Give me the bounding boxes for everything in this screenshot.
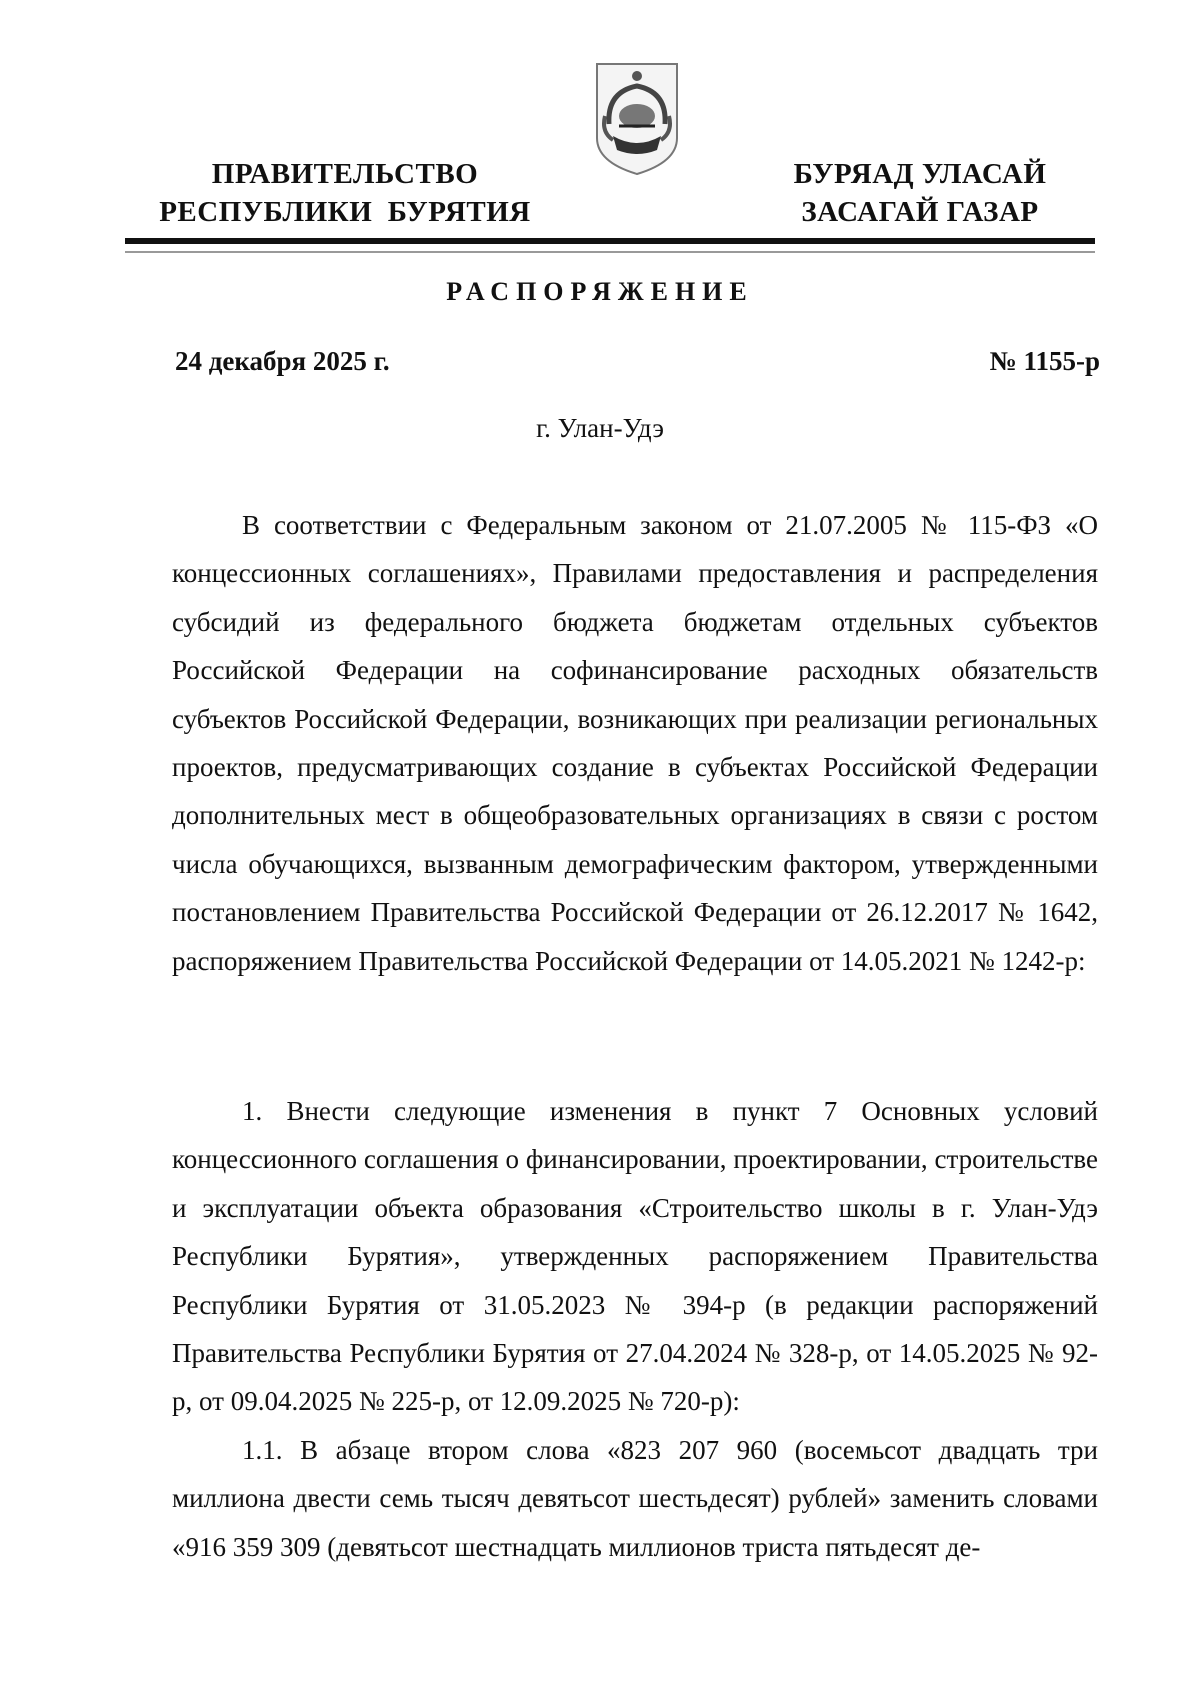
- header-divider-thin: [125, 251, 1095, 253]
- item-1-paragraph: 1. Внести следующие изменения в пункт 7 Основных условий концессионного соглашения о финансировании, проектировании, строительстве и эксплуатации объекта образования «Строительство школы в г. Улан-Удэ Республики Бурятия», утвержденных распоряжением Правительства Республики Бурятия от 31.05.2023 № 394-р (в редакции распоряжений Правительства Республики Бурятия от 27.04.2024 № 328-р, от 14.05.2025 № 92-р, от 09.04.2025 № 225-р, от 12.09.2025 № 720-р):: [172, 1096, 1098, 1417]
- coat-of-arms-icon: [593, 58, 681, 176]
- header-divider-thick: [125, 238, 1095, 244]
- government-name-buryat: [740, 155, 1100, 231]
- preamble-paragraph: В соответствии с Федеральным законом от 21.07.2005 № 115-ФЗ «О концессионных соглашениях», Правилами предоставления и распределения субсидий из федерального бюджета бюджетам отдельных субъектов Российской Федерации на софинансирование расходных обязательств субъектов Российской Федерации, возникающих при реализации региональных проектов, предусматривающих создание в субъектах Российской Федерации дополнительных мест в общеобразовательных организациях в связи с ростом числа обучающихся, вызванным демографическим фактором, утвержденными постановлением Правительства Российской Федерации от 26.12.2017 № 1642, распоряжением Правительства Российской Федерации от 14.05.2021 № 1242-р:: [172, 510, 1098, 976]
- government-name-russian: [150, 155, 540, 231]
- document-date: 24 декабря 2025 г.: [175, 346, 390, 376]
- document-type-title: РАСПОРЯЖЕНИЕ: [446, 277, 754, 306]
- item-1-1-paragraph: 1.1. В абзаце втором слова «823 207 960 (восемьсот двадцать три миллиона двести семь тысяч девятьсот шестьдесят) рублей» заменить словами «916 359 309 (девятьсот шестнадцать миллионов триста пятьдесят де-: [172, 1435, 1098, 1562]
- document-city: г. Улан-Удэ: [536, 413, 664, 443]
- document-number: № 1155-р: [989, 346, 1100, 376]
- government-name-ru-line1: ПРАВИТЕЛЬСТВО: [211, 158, 479, 190]
- government-name-bua-line1: БУРЯАД УЛАСАЙ: [793, 158, 1047, 190]
- government-name-ru-line2: РЕСПУБЛИКИ БУРЯТИЯ: [159, 196, 531, 228]
- government-name-bua-line2: ЗАСАГАЙ ГАЗАР: [801, 196, 1039, 228]
